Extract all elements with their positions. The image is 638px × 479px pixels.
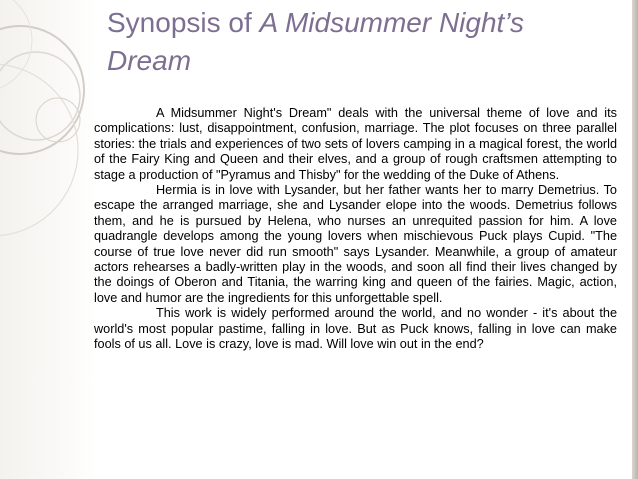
title-italic-line2: Dream xyxy=(107,45,192,76)
synopsis-body xyxy=(94,106,617,353)
right-edge-border xyxy=(632,0,638,479)
paragraph-2: Hermia is in love with Lysander, but her father wants her to marry Demetrius. To escape the arranged marriage, she and Lysander elope into the woods. Demetrius follows them, and he is pursued by Helena, who nurses an unrequited passion for him. A love quadrangle develops among the young lovers when mischievous Puck plays Cupid. "The course of true love never did run smooth" says Lysander. Meanwhile, a group of amateur actors rehearses a badly-written play in the woods, and soon all find their lives changed by the doings of Oberon and Titania, the warring king and queen of the fairies. Magic, action, love and humor are the ingredients for this unforgettable spell. xyxy=(94,183,617,305)
slide-title xyxy=(107,4,607,80)
title-italic-line1: A Midsummer Night’s xyxy=(259,7,525,38)
paragraph-3: This work is widely performed around the world, and no wonder - it's about the world's most popular pastime, falling in love. But as Puck knows, falling in love can make fools of us all. Love is crazy, love is mad. Will love win out in the end? xyxy=(94,306,617,352)
title-plain: Synopsis of xyxy=(107,7,260,38)
paragraph-1: A Midsummer Night's Dream" deals with the universal theme of love and its complications: lust, disappointment, confusion, marriage. The plot focuses on three parallel stories: the trials and experiences of two sets of lovers camping in a magical forest, the world of the Fairy King and Queen and their elves, and a group of rough craftsmen attempting to stage a production of "Pyramus and Thisby" for the wedding of the Duke of Athens. xyxy=(94,106,617,182)
